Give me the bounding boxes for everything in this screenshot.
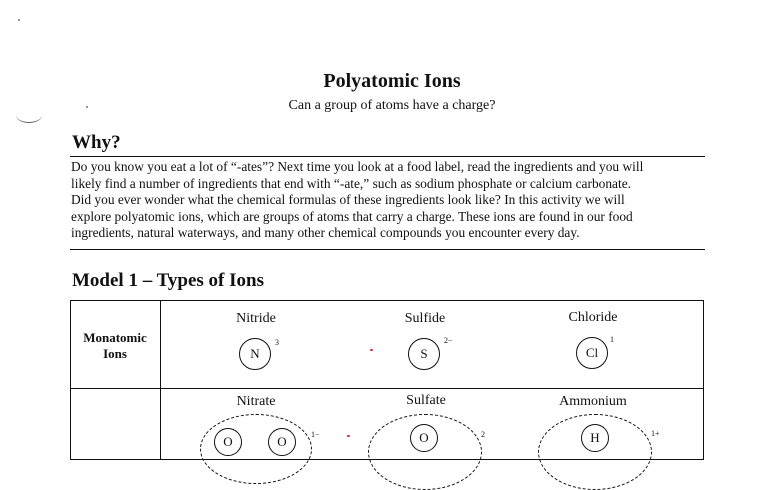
ion-name-sulfide: Sulfide: [404, 311, 446, 326]
scan-speck: [370, 349, 373, 351]
ion-name-ammonium: Ammonium: [559, 394, 627, 409]
charge-label: 2−: [444, 336, 453, 345]
atom-circle-o: O: [214, 428, 242, 456]
model-heading: Model 1 – Types of Ions: [72, 270, 264, 291]
atom-circle-o: O: [410, 424, 438, 452]
charge-label: 2: [481, 430, 485, 439]
why-line: Did you ever wonder what the chemical formulas of these ingredients look like? In this activity we will: [71, 192, 625, 207]
atom-circle-h: H: [581, 424, 609, 452]
row-label-monatomic: Monatomic Ions: [83, 330, 147, 361]
why-paragraph: [71, 159, 711, 242]
table-row-divider: [70, 388, 704, 389]
section-rule: [70, 249, 705, 250]
table-column-divider: [160, 300, 161, 460]
atom-circle-o: O: [268, 428, 296, 456]
why-line: ingredients, natural waterways, and many other chemical compounds you encounter every day.: [71, 225, 580, 240]
page-subtitle: Can a group of atoms have a charge?: [288, 98, 496, 113]
why-line: likely find a number of ingredients that end with “-ate,” such as sodium phosphate or calcium carbonate.: [71, 175, 632, 191]
charge-label: 1−: [311, 430, 320, 439]
why-line: Do you know you eat a lot of “-ates”? Next time you look at a food label, read the ingredients and you will: [71, 159, 644, 174]
ion-name-nitride: Nitride: [236, 311, 276, 326]
page-title: Polyatomic Ions: [323, 70, 461, 92]
why-line: explore polyatomic ions, which are groups of atoms that carry a charge. These ions are found in our food: [71, 208, 633, 224]
ion-name-sulfate: Sulfate: [406, 393, 446, 408]
atom-circle-s: S: [408, 338, 440, 370]
scan-dot: [18, 19, 20, 21]
section-rule: [70, 156, 705, 157]
atom-circle-n: N: [239, 338, 271, 370]
atom-circle-cl: Cl: [576, 337, 608, 369]
charge-label: 3: [275, 338, 279, 347]
charge-label: 1: [610, 335, 614, 344]
why-heading: Why?: [72, 132, 121, 153]
scan-speck: [347, 435, 350, 437]
ion-name-chloride: Chloride: [568, 310, 618, 325]
ion-name-nitrate: Nitrate: [236, 394, 276, 409]
charge-label: 1+: [651, 429, 660, 438]
